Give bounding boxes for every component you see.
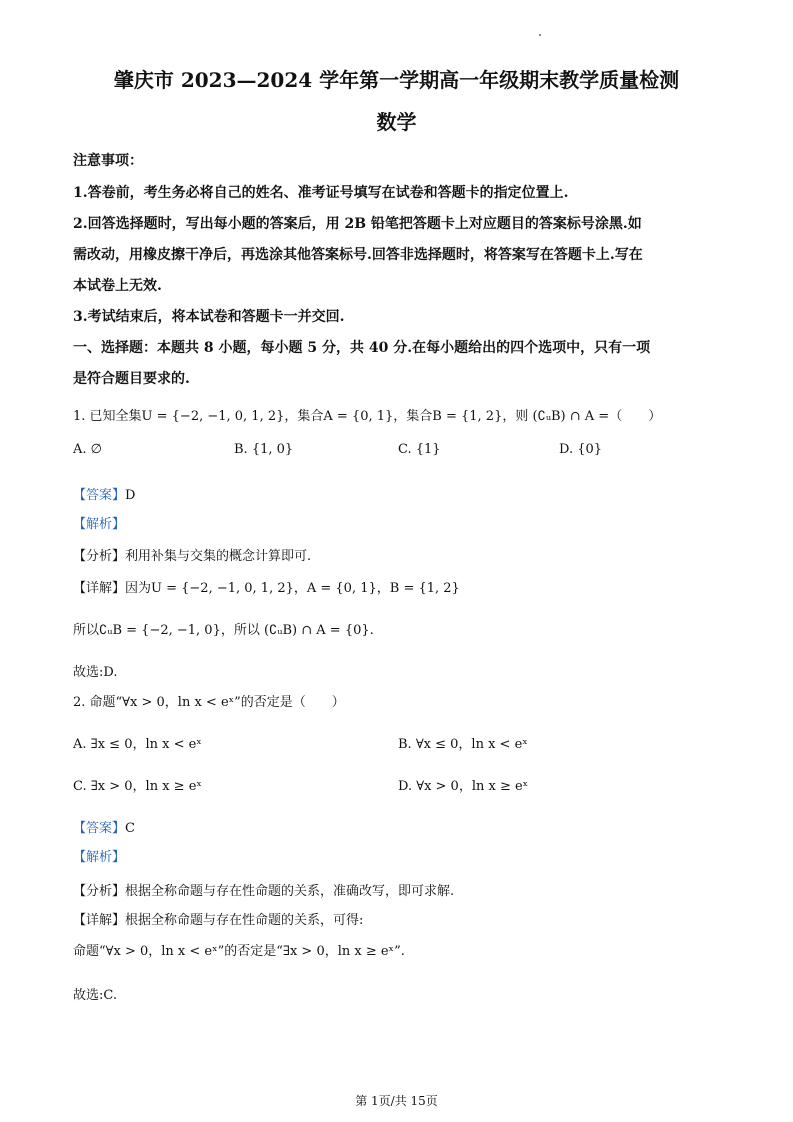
notice-item-1: 1.答卷前，考生务必将自己的姓名、准考证号填写在试卷和答题卡的指定位置上. xyxy=(73,185,569,201)
section-heading-1: 一、选择题：本题共 8 小题，每小题 5 分，共 40 分.在每小题给出的四个选项中，只有一项 xyxy=(73,340,651,356)
q1-option-b: B. {1, 0} xyxy=(234,442,294,457)
notice-item-2b: 需改动，用橡皮擦干净后，再选涂其他答案标号.回答非选择题时，将答案写在答题卡上.写在 xyxy=(73,247,643,263)
q1-xiangjie-line xyxy=(73,577,460,596)
notice-item-2c: 本试卷上无效. xyxy=(73,278,162,294)
q2-answer: C xyxy=(125,821,135,836)
q2-option-a: A. ∃x ≤ 0，ln x < eˣ xyxy=(73,737,202,752)
q1-answer: D xyxy=(125,488,136,503)
q1-fenxi-tag: 【分析】 xyxy=(73,549,126,564)
q2-analysis-tag: 【解析】 xyxy=(73,850,126,865)
q2-fenxi: 根据全称命题与存在性命题的关系，准确改写，即可求解. xyxy=(125,884,455,899)
q1-fenxi: 利用补集与交集的概念计算即可. xyxy=(125,549,312,564)
q1-answer-tag: 【答案】 xyxy=(73,488,126,503)
q2-option-d: D. ∀x > 0，ln x ≥ eˣ xyxy=(398,779,529,794)
q2-xiangjie: 根据全称命题与存在性命题的关系，可得: xyxy=(125,913,364,928)
notice-heading: 注意事项： xyxy=(73,153,143,169)
q2-option-b: B. ∀x ≤ 0，ln x < eˣ xyxy=(398,737,528,752)
q2-fenxi-tag: 【分析】 xyxy=(73,884,126,899)
q2-answer-line xyxy=(73,817,135,836)
q1-analysis-tag: 【解析】 xyxy=(73,517,126,532)
scan-dot xyxy=(539,34,541,36)
q1-fenxi-line xyxy=(73,545,311,564)
q1-stem: 1. 已知全集U = {−2, −1, 0, 1, 2}，集合A = {0, 1}，集合B = {1, 2}，则 (∁ᵤB) ∩ A =（ ） xyxy=(73,409,662,424)
q2-xiangjie-tag: 【详解】 xyxy=(73,913,126,928)
subject-title: 数学 xyxy=(376,110,417,134)
notice-item-3: 3.考试结束后，将本试卷和答题卡一并交回. xyxy=(73,309,345,325)
q1-option-a: A. ∅ xyxy=(73,442,102,457)
q2-conclusion: 故选:C. xyxy=(73,988,117,1003)
q2-analysis-line xyxy=(73,846,125,865)
q2-fenxi-line xyxy=(73,880,454,899)
q2-answer-tag: 【答案】 xyxy=(73,821,126,836)
notice-item-2a: 2.回答选择题时，写出每小题的答案后，用 2B 铅笔把答题卡上对应题目的答案标号涂黑.如 xyxy=(73,216,642,232)
q2-xiangjie-line xyxy=(73,909,363,928)
q2-option-c: C. ∃x > 0，ln x ≥ eˣ xyxy=(73,779,202,794)
q1-answer-line xyxy=(73,484,135,503)
exam-title: 肇庆市 2023—2024 学年第一学期高一年级期末教学质量检测 xyxy=(113,68,680,92)
q1-conclusion: 故选:D. xyxy=(73,665,118,680)
section-heading-2: 是符合题目要求的. xyxy=(73,371,190,387)
q1-solution-line: 所以∁ᵤB = {−2, −1, 0}，所以 (∁ᵤB) ∩ A = {0}. xyxy=(73,623,374,638)
q2-solution-line: 命题“∀x > 0，ln x < eˣ”的否定是“∃x > 0，ln x ≥ eˣ”. xyxy=(73,944,405,959)
q1-option-c: C. {1} xyxy=(398,442,441,457)
q1-option-d: D. {0} xyxy=(559,442,603,457)
q1-analysis-line xyxy=(73,513,125,532)
q1-xiangjie: 因为U = {−2, −1, 0, 1, 2}，A = {0, 1}，B = {1, 2} xyxy=(125,581,460,596)
q2-stem: 2. 命题“∀x > 0，ln x < eˣ”的否定是（ ） xyxy=(73,695,345,710)
page-footer: 第 1页/共 15页 xyxy=(355,1094,438,1108)
q1-xiangjie-tag: 【详解】 xyxy=(73,581,126,596)
